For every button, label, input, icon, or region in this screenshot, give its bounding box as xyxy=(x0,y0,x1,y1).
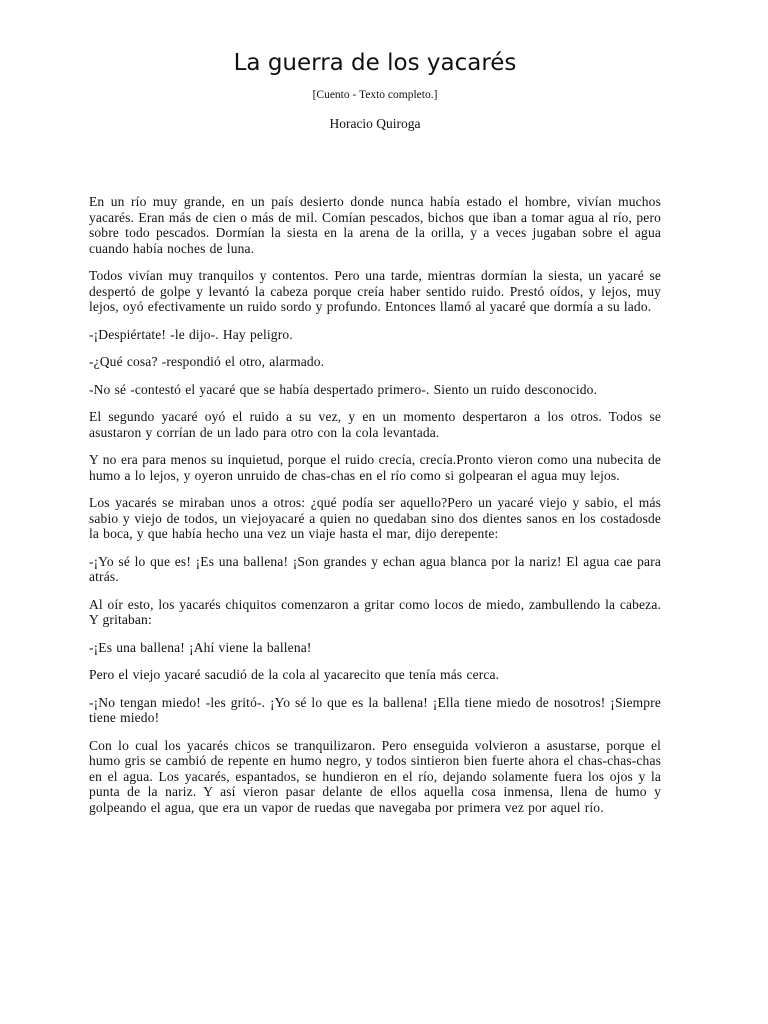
paragraph: Y no era para menos su inquietud, porque el ruido crecía, crecía.Pronto vieron como una nubecita de humo a lo lejos, y oyeron unruido de chas-chas en el río como si golpearan el agua muy lejos. xyxy=(89,452,661,483)
paragraph: -¡Es una ballena! ¡Ahí viene la ballena! xyxy=(89,639,312,655)
paragraph: El segundo yacaré oyó el ruido a su vez, y en un momento despertaron a los otros. Todos se asustaron y corrían de un lado para otro con la cola levantada. xyxy=(89,409,661,440)
page-subtitle: [Cuento - Texto completo.] xyxy=(312,89,438,101)
paragraph: Al oír esto, los yacarés chiquitos comenzaron a gritar como locos de miedo, zambullendo la cabeza. Y gritaban: xyxy=(89,596,661,627)
story-body xyxy=(89,194,661,827)
paragraph: Con lo cual los yacarés chicos se tranquilizaron. Pero enseguida volvieron a asustarse, porque el humo gris se cambió de repente en humo negro, y todos sintieron bien fuerte ahora el chas-chas-chas en el agua. Los yacarés, espantados, se hundieron en el río, dejando solamente fuera los ojos y la punta de la nariz. Y así vieron pasar delante de ellos aquella cosa inmensa, llena de humo y golpeando el agua, que era un vapor de ruedas que navegaba por primera vez por aquel río. xyxy=(89,737,661,815)
paragraph: -¡Yo sé lo que es! ¡Es una ballena! ¡Son grandes y echan agua blanca por la nariz! El agua cae para atrás. xyxy=(89,553,661,584)
paragraph: Pero el viejo yacaré sacudió de la cola al yacarecito que tenía más cerca. xyxy=(89,667,500,682)
paragraph: Los yacarés se miraban unos a otros: ¿qué podía ser aquello?Pero un yacaré viejo y sabio, el más sabio y viejo de todos, un viejoyacaré a quien no quedaban sino dos dientes sanos en los costadosde la boca, y que había hecho una vez un viaje hasta el mar, dijo derepente: xyxy=(89,495,661,541)
paragraph: -¡No tengan miedo! -les gritó-. ¡Yo sé lo que es la ballena! ¡Ella tiene miedo de nosotros! ¡Siempre tiene miedo! xyxy=(89,694,661,725)
paragraph: Todos vivían muy tranquilos y contentos. Pero una tarde, mientras dormían la siesta, un yacaré se despertó de golpe y levantó la cabeza porque creía haber sentido ruido. Prestó oídos, y lejos, muy lejos, oyó efectivamente un ruido sordo y profundo. Entonces llamó al yacaré que dormía a su lado. xyxy=(89,268,661,314)
paragraph: -¿Qué cosa? -respondió el otro, alarmado. xyxy=(89,354,325,369)
author-name: Horacio Quiroga xyxy=(329,116,421,131)
paragraph: -No sé -contestó el yacaré que se había despertado primero-. Siento un ruido desconocido. xyxy=(89,381,598,397)
paragraph: En un río muy grande, en un país desierto donde nunca había estado el hombre, vivían muchos yacarés. Eran más de cien o más de mil. Comían pescados, bichos que iban a tomar agua al río, pero sobre todo pescados. Dormían la siesta en la arena de la orilla, y a veces jugaban sobre el agua cuando había noches de luna. xyxy=(89,194,661,256)
paragraph: -¡Despiértate! -le dijo-. Hay peligro. xyxy=(89,326,293,342)
page-title: La guerra de los yacarés xyxy=(233,50,517,76)
